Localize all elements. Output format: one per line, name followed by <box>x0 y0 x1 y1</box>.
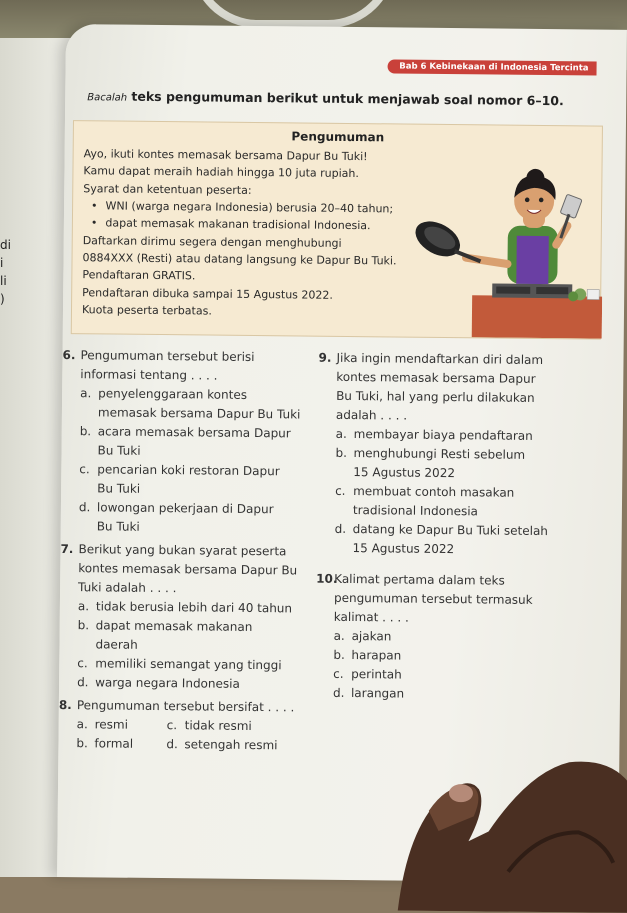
option-text: menghubungi Resti sebelum <box>353 446 526 462</box>
option-letter: a. <box>80 386 92 401</box>
option-text: Bu Tuki <box>97 481 141 496</box>
option-letter: c. <box>77 656 88 671</box>
announcement-line: Syarat dan ketentuan peserta: <box>83 182 252 197</box>
announcement-title: Pengumuman <box>291 129 385 145</box>
question-stem-line: Pengumuman tersebut bersifat . . . . <box>76 698 295 715</box>
announcement-line: Kamu dapat meraih hadiah hingga 10 juta rupiah. <box>83 164 359 181</box>
announcement-line: Daftarkan dirimu segera dengan menghubungi <box>82 234 342 250</box>
question-number: 8. <box>58 697 72 713</box>
announcement-bullet: • dapat memasak makanan tradisional Indonesia. <box>91 216 371 232</box>
question-stem-line: kontes memasak bersama Dapur Bu <box>78 561 298 578</box>
option-text: harapan <box>351 648 402 663</box>
option-letter: c. <box>333 666 344 681</box>
option-letter: b. <box>79 424 92 439</box>
option-text: ajakan <box>351 629 392 644</box>
option-text: perintah <box>351 667 402 682</box>
option-text: penyelenggaraan kontes <box>98 386 248 402</box>
question-number: 9. <box>318 350 332 365</box>
announcement-line: Kuota peserta terbatas. <box>81 303 212 318</box>
hand-photo <box>368 710 627 913</box>
option-text: membuat contoh masakan <box>353 484 515 500</box>
question-stem-line: pengumuman tersebut termasuk <box>333 590 533 607</box>
announcement-line: Ayo, ikuti kontes memasak bersama Dapur Bu Tuki! <box>83 147 368 164</box>
option-text: 15 Agustus 2022 <box>353 465 456 481</box>
left-page-fragment: i <box>0 256 4 270</box>
option-text: memiliki semangat yang tinggi <box>95 656 282 673</box>
option-letter: d. <box>166 737 178 752</box>
option-letter: b. <box>335 445 348 460</box>
option-letter: c. <box>166 718 178 733</box>
question-stem-line: Pengumuman tersebut berisi <box>80 348 255 364</box>
question-stem-line: Berikut yang bukan syarat peserta <box>78 542 287 559</box>
option-letter: c. <box>79 462 90 477</box>
announcement-line: 0884XXX (Resti) atau datang langsung ke Dapur Bu Tuki. <box>82 251 397 268</box>
option-letter: b. <box>77 618 90 633</box>
question-stem-line: kontes memasak bersama Dapur <box>336 369 536 386</box>
announcement-bullet: • WNI (warga negara Indonesia) berusia 20–40 tahun; <box>91 199 393 215</box>
instruction-rest: teks pengumuman berikut untuk menjawab soal nomor 6–10. <box>127 88 564 109</box>
option-text: membayar biaya pendaftaran <box>353 427 533 443</box>
question-number: 10. <box>316 571 338 586</box>
option-text: tidak resmi <box>184 718 252 733</box>
book-page <box>57 24 627 883</box>
option-text: memasak bersama Dapur Bu Tuki <box>97 405 301 422</box>
option-text: larangan <box>350 686 405 701</box>
option-letter: a. <box>333 628 345 643</box>
option-text: setengah resmi <box>184 737 278 753</box>
option-letter: a. <box>76 717 88 732</box>
option-letter: c. <box>335 483 346 498</box>
option-letter: b. <box>76 736 88 751</box>
option-letter: d. <box>334 521 347 536</box>
option-text: daerah <box>95 637 138 652</box>
question-stem-line: adalah . . . . <box>335 407 408 423</box>
option-letter: a. <box>77 599 90 614</box>
option-text: lowongan pekerjaan di Dapur <box>96 500 274 517</box>
question-stem-line: Tuki adalah . . . . <box>78 580 177 596</box>
option-text: dapat memasak makanan <box>95 618 253 634</box>
announcement-line: Pendaftaran GRATIS. <box>82 268 196 283</box>
option-text: formal <box>94 736 134 751</box>
left-page-fragment: ) <box>0 292 5 306</box>
option-letter: d. <box>77 675 89 690</box>
option-text: datang ke Dapur Bu Tuki setelah <box>352 522 549 539</box>
question-stem-line: kalimat . . . . <box>333 609 409 625</box>
left-page-fragment: li <box>0 274 7 288</box>
option-text: pencarian koki restoran Dapur <box>97 462 280 479</box>
announcement-line: Pendaftaran dibuka sampai 15 Agustus 2022. <box>82 286 333 302</box>
instruction-lead: Bacalah <box>87 92 128 104</box>
option-text: tradisional Indonesia <box>352 503 479 519</box>
option-text: Bu Tuki <box>96 519 140 534</box>
question-number: 7. <box>60 541 74 557</box>
option-letter: b. <box>333 647 345 662</box>
question-number: 6. <box>62 347 76 363</box>
option-letter: d. <box>332 685 345 700</box>
option-letter: a. <box>335 426 347 441</box>
option-text: resmi <box>94 717 129 732</box>
chapter-badge: Bab 6 Kebinekaan di Indonesia Tercinta <box>387 59 596 75</box>
option-letter: d. <box>78 500 91 515</box>
question-stem-line: informasi tentang . . . . <box>80 367 218 383</box>
option-text: Bu Tuki <box>97 443 141 458</box>
left-page-fragment: di <box>0 238 11 252</box>
question-stem-line: Kalimat pertama dalam teks <box>334 571 505 588</box>
option-text: acara memasak bersama Dapur <box>97 424 291 441</box>
question-stem-line: Bu Tuki, hal yang perlu dilakukan <box>336 388 535 405</box>
question-stem-line: Jika ingin mendaftarkan diri dalam <box>336 350 544 368</box>
option-text: tidak berusia lebih dari 40 tahun <box>95 599 293 616</box>
option-text: 15 Agustus 2022 <box>352 541 455 557</box>
option-text: warga negara Indonesia <box>95 675 240 691</box>
